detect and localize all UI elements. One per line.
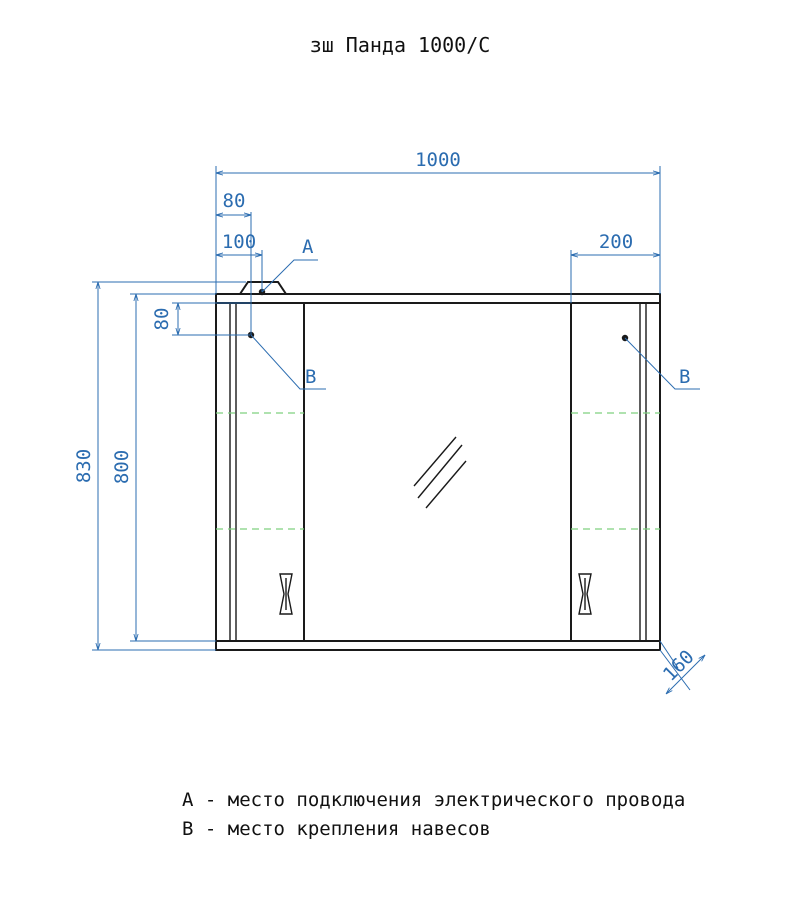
dim-offset-100: 100: [221, 231, 257, 253]
marker-b-left-label: B: [305, 366, 317, 388]
mirror-reflection-icon: [414, 437, 466, 508]
legend-line-a: A - место подключения электрического провода: [182, 789, 686, 811]
bottom-panel: [216, 641, 660, 650]
marker-b-right-label: B: [679, 366, 691, 388]
door-handle-right-icon: [579, 574, 591, 614]
dim-offset-80-top: 80: [222, 190, 246, 212]
dim-height-80-side: 80: [151, 307, 173, 331]
door-handle-left-icon: [280, 574, 292, 614]
legend: [182, 789, 685, 840]
dim-depth-160: 160: [658, 645, 699, 686]
dim-height-830: 830: [73, 448, 95, 484]
drawing-title: зш Панда 1000/С: [309, 33, 491, 57]
marker-a-label: A: [302, 236, 314, 258]
dim-height-800: 800: [111, 449, 133, 485]
top-panel: [216, 294, 660, 303]
cabinet: [216, 282, 660, 650]
mirror-panel: [304, 303, 571, 641]
dim-total-width: 1000: [415, 149, 461, 171]
legend-line-b: B - место крепления навесов: [182, 818, 491, 840]
dimensions: [73, 149, 705, 694]
left-side-cabinet: [216, 303, 304, 641]
shelves: [216, 413, 660, 529]
dim-side-200: 200: [598, 231, 634, 253]
